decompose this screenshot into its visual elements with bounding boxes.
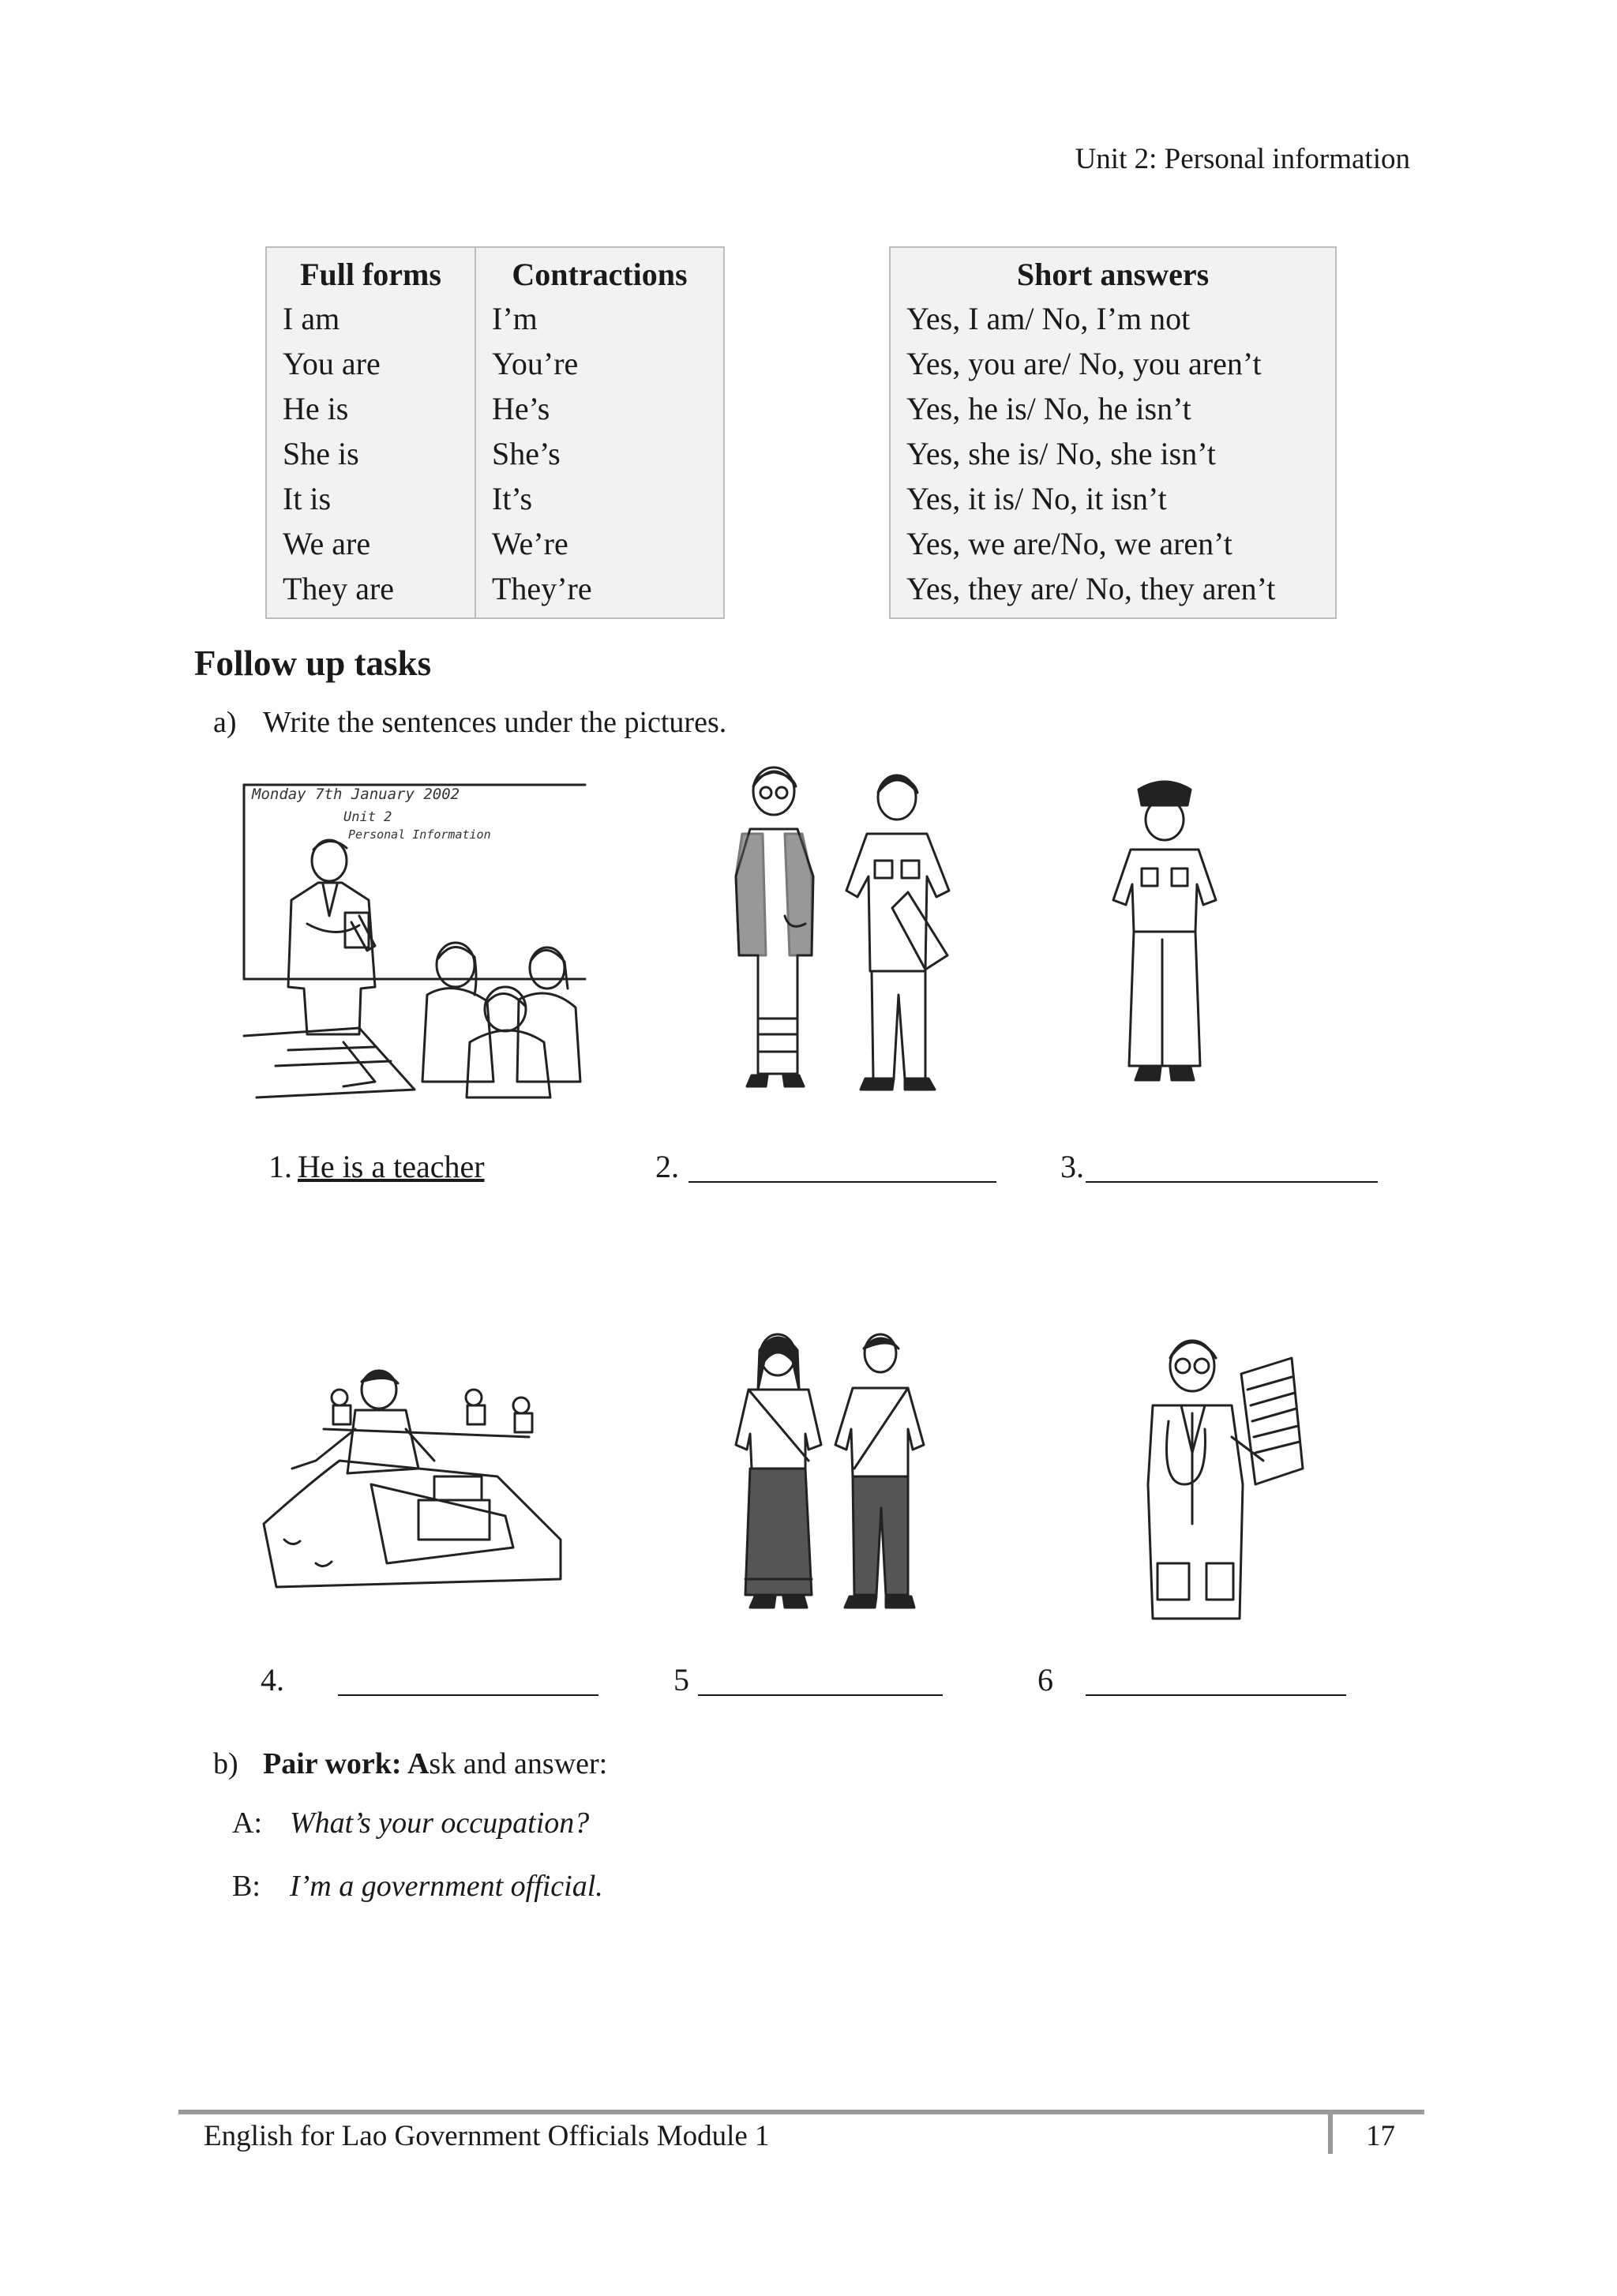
short-answer: Yes, we are/No, we aren’t — [906, 526, 1232, 561]
full-form: She is — [283, 436, 359, 471]
doctor-picture — [1105, 1326, 1319, 1626]
short-answer: Yes, it is/ No, it isn’t — [906, 481, 1167, 516]
page-number: 17 — [1366, 2120, 1395, 2152]
column-header: Short answers — [1016, 257, 1210, 292]
police-officer-picture — [1105, 774, 1224, 1090]
running-header: Unit 2: Personal information — [1075, 143, 1410, 175]
footer-title: English for Lao Government Officials Module 1 — [204, 2120, 770, 2152]
contraction: I’m — [475, 296, 724, 341]
dialogue-line: I’m a government official. — [290, 1870, 603, 1903]
students-picture — [726, 1326, 932, 1626]
contraction: You’re — [475, 341, 724, 386]
task-b-marker: b) — [213, 1747, 238, 1780]
item-number: 5 — [673, 1662, 689, 1698]
contraction: She’s — [475, 431, 724, 476]
footer-divider — [1328, 2113, 1333, 2154]
section-title: Follow up tasks — [194, 643, 432, 683]
contraction: We’re — [475, 521, 724, 566]
full-form: They are — [283, 571, 395, 606]
short-answer: Yes, he is/ No, he isn’t — [906, 391, 1191, 426]
board-unit: Unit 2 — [343, 809, 392, 825]
short-answers-table — [889, 246, 1337, 619]
answer-blank[interactable] — [1086, 1694, 1346, 1696]
pair-work-text: sk and answer: — [429, 1747, 608, 1780]
contraction: They’re — [475, 566, 724, 618]
answer-blank[interactable] — [338, 1694, 598, 1696]
seamstress-picture — [261, 1366, 576, 1603]
speaker-b: B: — [232, 1870, 261, 1903]
short-answer: Yes, they are/ No, they aren’t — [906, 571, 1276, 606]
short-answer: Yes, I am/ No, I’m not — [906, 301, 1191, 336]
short-answer: Yes, you are/ No, you aren’t — [906, 346, 1262, 381]
full-forms-table — [265, 246, 725, 619]
item-number: 6 — [1037, 1662, 1053, 1698]
task-b-instruction — [263, 1746, 607, 1781]
answer-blank[interactable] — [688, 1181, 996, 1183]
item-number: 4. — [261, 1662, 284, 1698]
task-a-instruction: Write the sentences under the pictures. — [263, 706, 727, 739]
column-header: Full forms — [300, 257, 441, 292]
full-form: It is — [283, 481, 332, 516]
item-number: 1. — [268, 1149, 292, 1184]
short-answer: Yes, she is/ No, she isn’t — [906, 436, 1216, 471]
speaker-a: A: — [232, 1806, 262, 1840]
full-form: You are — [283, 346, 381, 381]
answer-blank[interactable] — [698, 1694, 943, 1696]
board-date: Monday 7th January 2002 — [252, 786, 460, 803]
task-a-marker: a) — [213, 706, 237, 739]
full-form: We are — [283, 526, 371, 561]
teacher-classroom-picture — [241, 782, 588, 1097]
column-header: Contractions — [475, 247, 724, 296]
item-number: 2. — [655, 1149, 679, 1184]
full-form: He is — [283, 391, 349, 426]
example-answer: He is a teacher — [298, 1149, 485, 1184]
contraction: It’s — [475, 476, 724, 521]
pair-work-label: Pair work: A — [263, 1747, 430, 1780]
full-form: I am — [283, 301, 340, 336]
item-number: 3. — [1060, 1149, 1084, 1184]
contraction: He’s — [475, 386, 724, 431]
couple-officials-picture — [718, 758, 963, 1097]
dialogue-line: What’s your occupation? — [290, 1806, 590, 1840]
board-topic: Personal Information — [348, 827, 491, 842]
footer-rule — [178, 2110, 1424, 2114]
answer-blank[interactable] — [1086, 1181, 1378, 1183]
